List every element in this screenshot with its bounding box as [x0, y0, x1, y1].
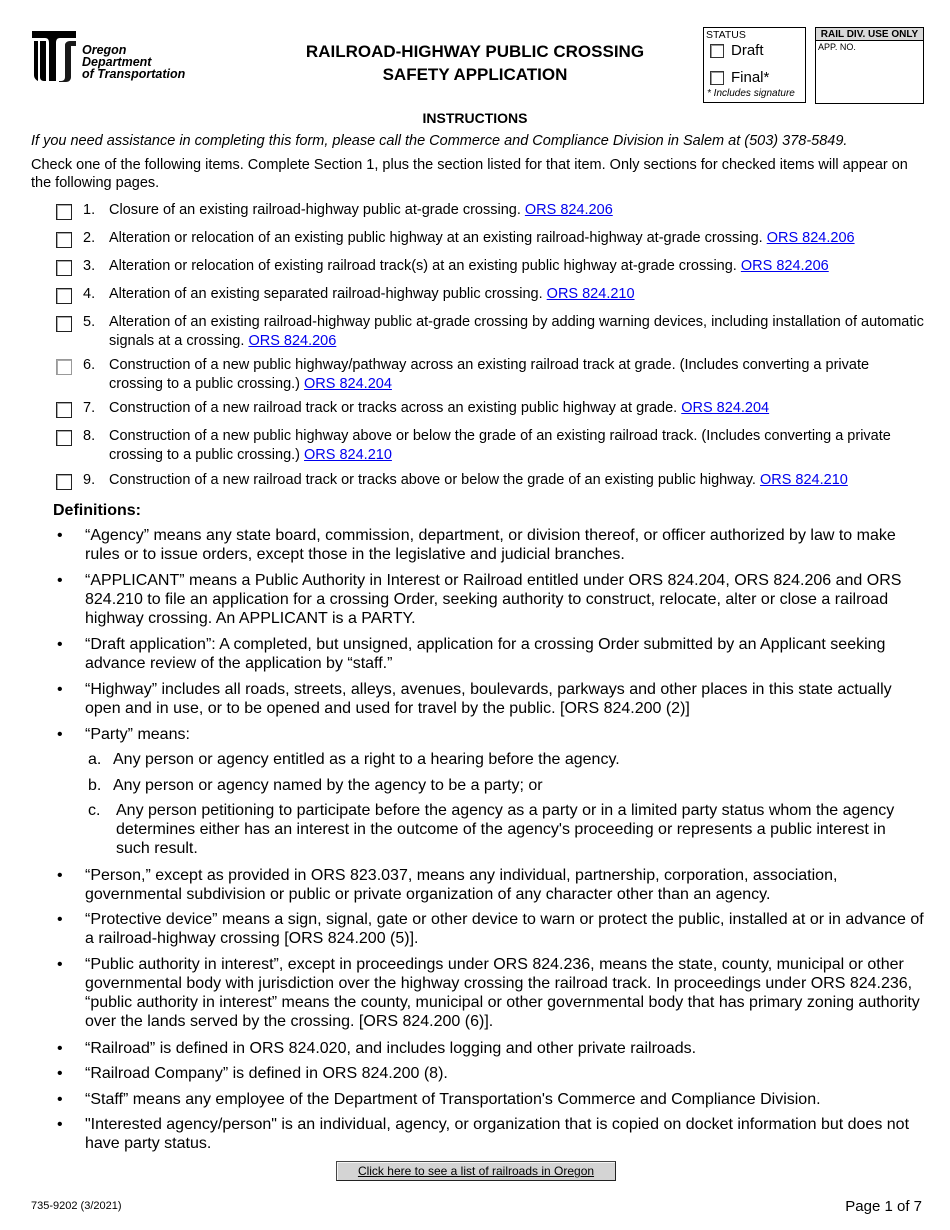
bullet: •	[57, 527, 63, 544]
definition-public-authority	[57, 955, 927, 1031]
definition-text: “Public authority in interest”, except in proceedings under ORS 824.236, means the state, county, municipal or other governmental body with jurisdiction over the highway crossing the railroad track. In proceedings under ORS 824.236, “public authority in interest” means the county, municipal or other governmental body that has primary zoning authority over the lands served by the crossing. [ORS 824.200 (6)].	[85, 956, 920, 1030]
item-number: 7.	[83, 400, 96, 416]
assistance-note: If you need assistance in completing this form, please call the Commerce and Compliance Division in Salem at (503) 378-5849.	[31, 133, 848, 149]
bullet: •	[57, 956, 63, 973]
crossing-item-8	[56, 427, 926, 465]
definition-text: “Party” means:	[85, 726, 190, 743]
bullet: •	[57, 572, 63, 589]
item-number: 5.	[83, 314, 96, 330]
definition-railroad	[57, 1039, 927, 1058]
odot-logo-text	[82, 44, 185, 80]
definition-draft-application	[57, 635, 927, 673]
crossing-item-6	[56, 356, 926, 394]
item-text: Alteration of an existing railroad-highway public at-grade crossing by adding warning devices, including installation of automatic signals at a crossing.	[109, 314, 924, 349]
definition-party	[57, 725, 927, 744]
definition-text: “Person,” except as provided in ORS 823.037, means any individual, partnership, corporation, association, governmental subdivision or public or private organization of any character other than an agency.	[85, 867, 838, 903]
bullet: •	[57, 867, 63, 884]
sub-text: Any person or agency entitled as a right to a hearing before the agency.	[113, 751, 620, 768]
ors-link[interactable]: ORS 824.204	[681, 400, 770, 416]
status-draft-option[interactable]	[710, 42, 764, 59]
rail-division-box	[815, 27, 924, 104]
logo-line-1: Oregon	[82, 43, 127, 57]
definition-text: “Agency” means any state board, commission, department, or division thereof, or officer authorized by law to make rules or to issue orders, except those in the legislative and judicial branches.	[85, 527, 896, 563]
form-number: 735-9202 (3/2021)	[31, 1200, 122, 1212]
definition-person	[57, 866, 927, 904]
definition-interested-agency	[57, 1115, 927, 1153]
bullet: •	[57, 1091, 63, 1108]
item-text: Construction of a new railroad track or tracks across an existing public highway at grade.	[109, 400, 678, 416]
item-number: 6.	[83, 357, 96, 373]
odot-logo	[30, 29, 210, 85]
status-label: STATUS	[706, 29, 746, 41]
logo-line-3: of Transportation	[82, 67, 186, 81]
item-number: 8.	[83, 428, 96, 444]
definition-text: “Highway” includes all roads, streets, alleys, avenues, boulevards, parkways and other places in this state actually open and in use, or to be opened and used for travel by the public. [ORS 824.200 (2)]	[85, 681, 892, 717]
form-title-line-2: SAFETY APPLICATION	[382, 65, 568, 84]
form-title-line-1: RAILROAD-HIGHWAY PUBLIC CROSSING	[305, 42, 645, 61]
form-title	[260, 40, 690, 86]
crossing-item-7	[56, 399, 926, 418]
definition-protective-device	[57, 910, 927, 948]
ors-link[interactable]: ORS 824.210	[304, 447, 392, 463]
party-sub-a	[88, 750, 923, 769]
ors-link[interactable]: ORS 824.206	[524, 202, 613, 218]
item-checkbox-7[interactable]	[56, 402, 72, 418]
bullet: •	[57, 726, 63, 743]
definition-text: “APPLICANT” means a Public Authority in Interest or Railroad entitled under ORS 824.204, ORS 824.206 and ORS 824.210 to file an application for a crossing Order, seeking authority to construct, relocate, alter or close a railroad highway crossing. An APPLICANT is a PARTY.	[85, 572, 902, 627]
bullet: •	[57, 681, 63, 698]
party-sub-c	[88, 801, 923, 858]
crossing-item-1	[56, 201, 926, 220]
status-final-option[interactable]	[710, 69, 769, 86]
bullet: •	[57, 1065, 63, 1082]
item-checkbox-2[interactable]	[56, 232, 72, 248]
item-text: Construction of a new public highway/pathway across an existing railroad track at grade. (Includes converting a private crossing to a public crossing.)	[109, 357, 870, 392]
ors-link[interactable]: ORS 824.210	[759, 472, 848, 488]
odot-logo-icon	[30, 29, 80, 83]
definition-railroad-company	[57, 1064, 927, 1083]
item-checkbox-9[interactable]	[56, 474, 72, 490]
definition-text: “Railroad” is defined in ORS 824.020, and includes logging and other private railroads.	[85, 1040, 697, 1057]
bullet: •	[57, 911, 63, 928]
crossing-item-2	[56, 229, 926, 248]
party-sub-b	[88, 776, 923, 795]
ors-link[interactable]: ORS 824.210	[546, 286, 635, 302]
signature-note: * Includes signature	[707, 88, 795, 99]
final-label: Final*	[731, 69, 770, 86]
railroads-list-button[interactable]: Click here to see a list of railroads in Oregon	[336, 1161, 616, 1181]
sub-letter: b.	[88, 777, 102, 794]
crossing-item-5	[56, 313, 926, 351]
definition-text: “Railroad Company” is defined in ORS 824.200 (8).	[85, 1065, 448, 1082]
draft-label: Draft	[731, 42, 764, 59]
item-number: 1.	[83, 202, 96, 218]
crossing-item-4	[56, 285, 926, 304]
crossing-item-3	[56, 257, 926, 276]
ors-link[interactable]: ORS 824.206	[740, 258, 829, 274]
ors-link[interactable]: ORS 824.204	[304, 376, 392, 392]
logo-line-2: Department	[82, 55, 152, 69]
definition-applicant	[57, 571, 927, 628]
status-box	[703, 27, 806, 103]
bullet: •	[57, 636, 63, 653]
definition-text: "Interested agency/person" is an individual, agency, or organization that is copied on docket information but does not have party status.	[85, 1116, 910, 1152]
rail-division-header: RAIL DIV. USE ONLY	[816, 28, 923, 41]
sub-letter: c.	[88, 802, 101, 819]
definition-agency	[57, 526, 927, 564]
definition-text: “Staff” means any employee of the Department of Transportation's Commerce and Compliance Division.	[85, 1091, 821, 1108]
page-number: Page 1 of 7	[845, 1198, 922, 1215]
definitions-heading: Definitions:	[53, 502, 141, 519]
ors-link[interactable]: ORS 824.206	[766, 230, 855, 246]
item-number: 4.	[83, 286, 96, 302]
item-text: Alteration or relocation of existing railroad track(s) at an existing public highway at-grade crossing.	[109, 258, 737, 274]
definition-staff	[57, 1090, 927, 1109]
item-checkbox-1[interactable]	[56, 204, 72, 220]
item-checkbox-3[interactable]	[56, 260, 72, 276]
item-checkbox-5[interactable]	[56, 316, 72, 332]
instructions-heading: INSTRUCTIONS	[422, 110, 528, 126]
item-checkbox-6[interactable]	[56, 359, 72, 375]
ors-link[interactable]: ORS 824.206	[248, 333, 337, 349]
bullet: •	[57, 1040, 63, 1057]
check-intro: Check one of the following items. Complete Section 1, plus the section listed for that item. Only sections for checked items will appear on the following pages.	[31, 157, 908, 191]
sub-letter: a.	[88, 751, 102, 768]
crossing-item-9	[56, 471, 926, 490]
sub-text: Any person or agency named by the agency to be a party; or	[113, 777, 543, 794]
sub-text: Any person petitioning to participate before the agency as a party or in a limited party status whom the agency determines either has an interest in the outcome of the agency's proceeding or represents a public interest in such result.	[116, 802, 895, 857]
item-number: 3.	[83, 258, 96, 274]
final-checkbox[interactable]	[710, 71, 724, 85]
item-checkbox-8[interactable]	[56, 430, 72, 446]
item-text: Construction of a new public highway above or below the grade of an existing railroad track. (Includes converting a private crossing to a public crossing.)	[109, 428, 891, 463]
item-text: Construction of a new railroad track or tracks above or below the grade of an existing public highway.	[109, 472, 756, 488]
definition-highway	[57, 680, 927, 718]
item-number: 9.	[83, 472, 96, 488]
draft-checkbox[interactable]	[710, 44, 724, 58]
item-text: Alteration or relocation of an existing public highway at an existing railroad-highway at-grade crossing.	[109, 230, 763, 246]
definition-text: “Draft application”: A completed, but unsigned, application for a crossing Order submitted by an Applicant seeking advance review of the application by “staff.”	[85, 636, 886, 672]
item-checkbox-4[interactable]	[56, 288, 72, 304]
item-number: 2.	[83, 230, 96, 246]
item-text: Alteration of an existing separated railroad-highway public crossing.	[109, 286, 543, 302]
item-text: Closure of an existing railroad-highway public at-grade crossing.	[109, 202, 521, 218]
bullet: •	[57, 1116, 63, 1133]
definition-text: “Protective device” means a sign, signal, gate or other device to warn or protect the public, installed at or in advance of a railroad-highway crossing [ORS 824.200 (5)].	[85, 911, 924, 947]
app-number-field[interactable]: APP. NO.	[818, 42, 856, 52]
